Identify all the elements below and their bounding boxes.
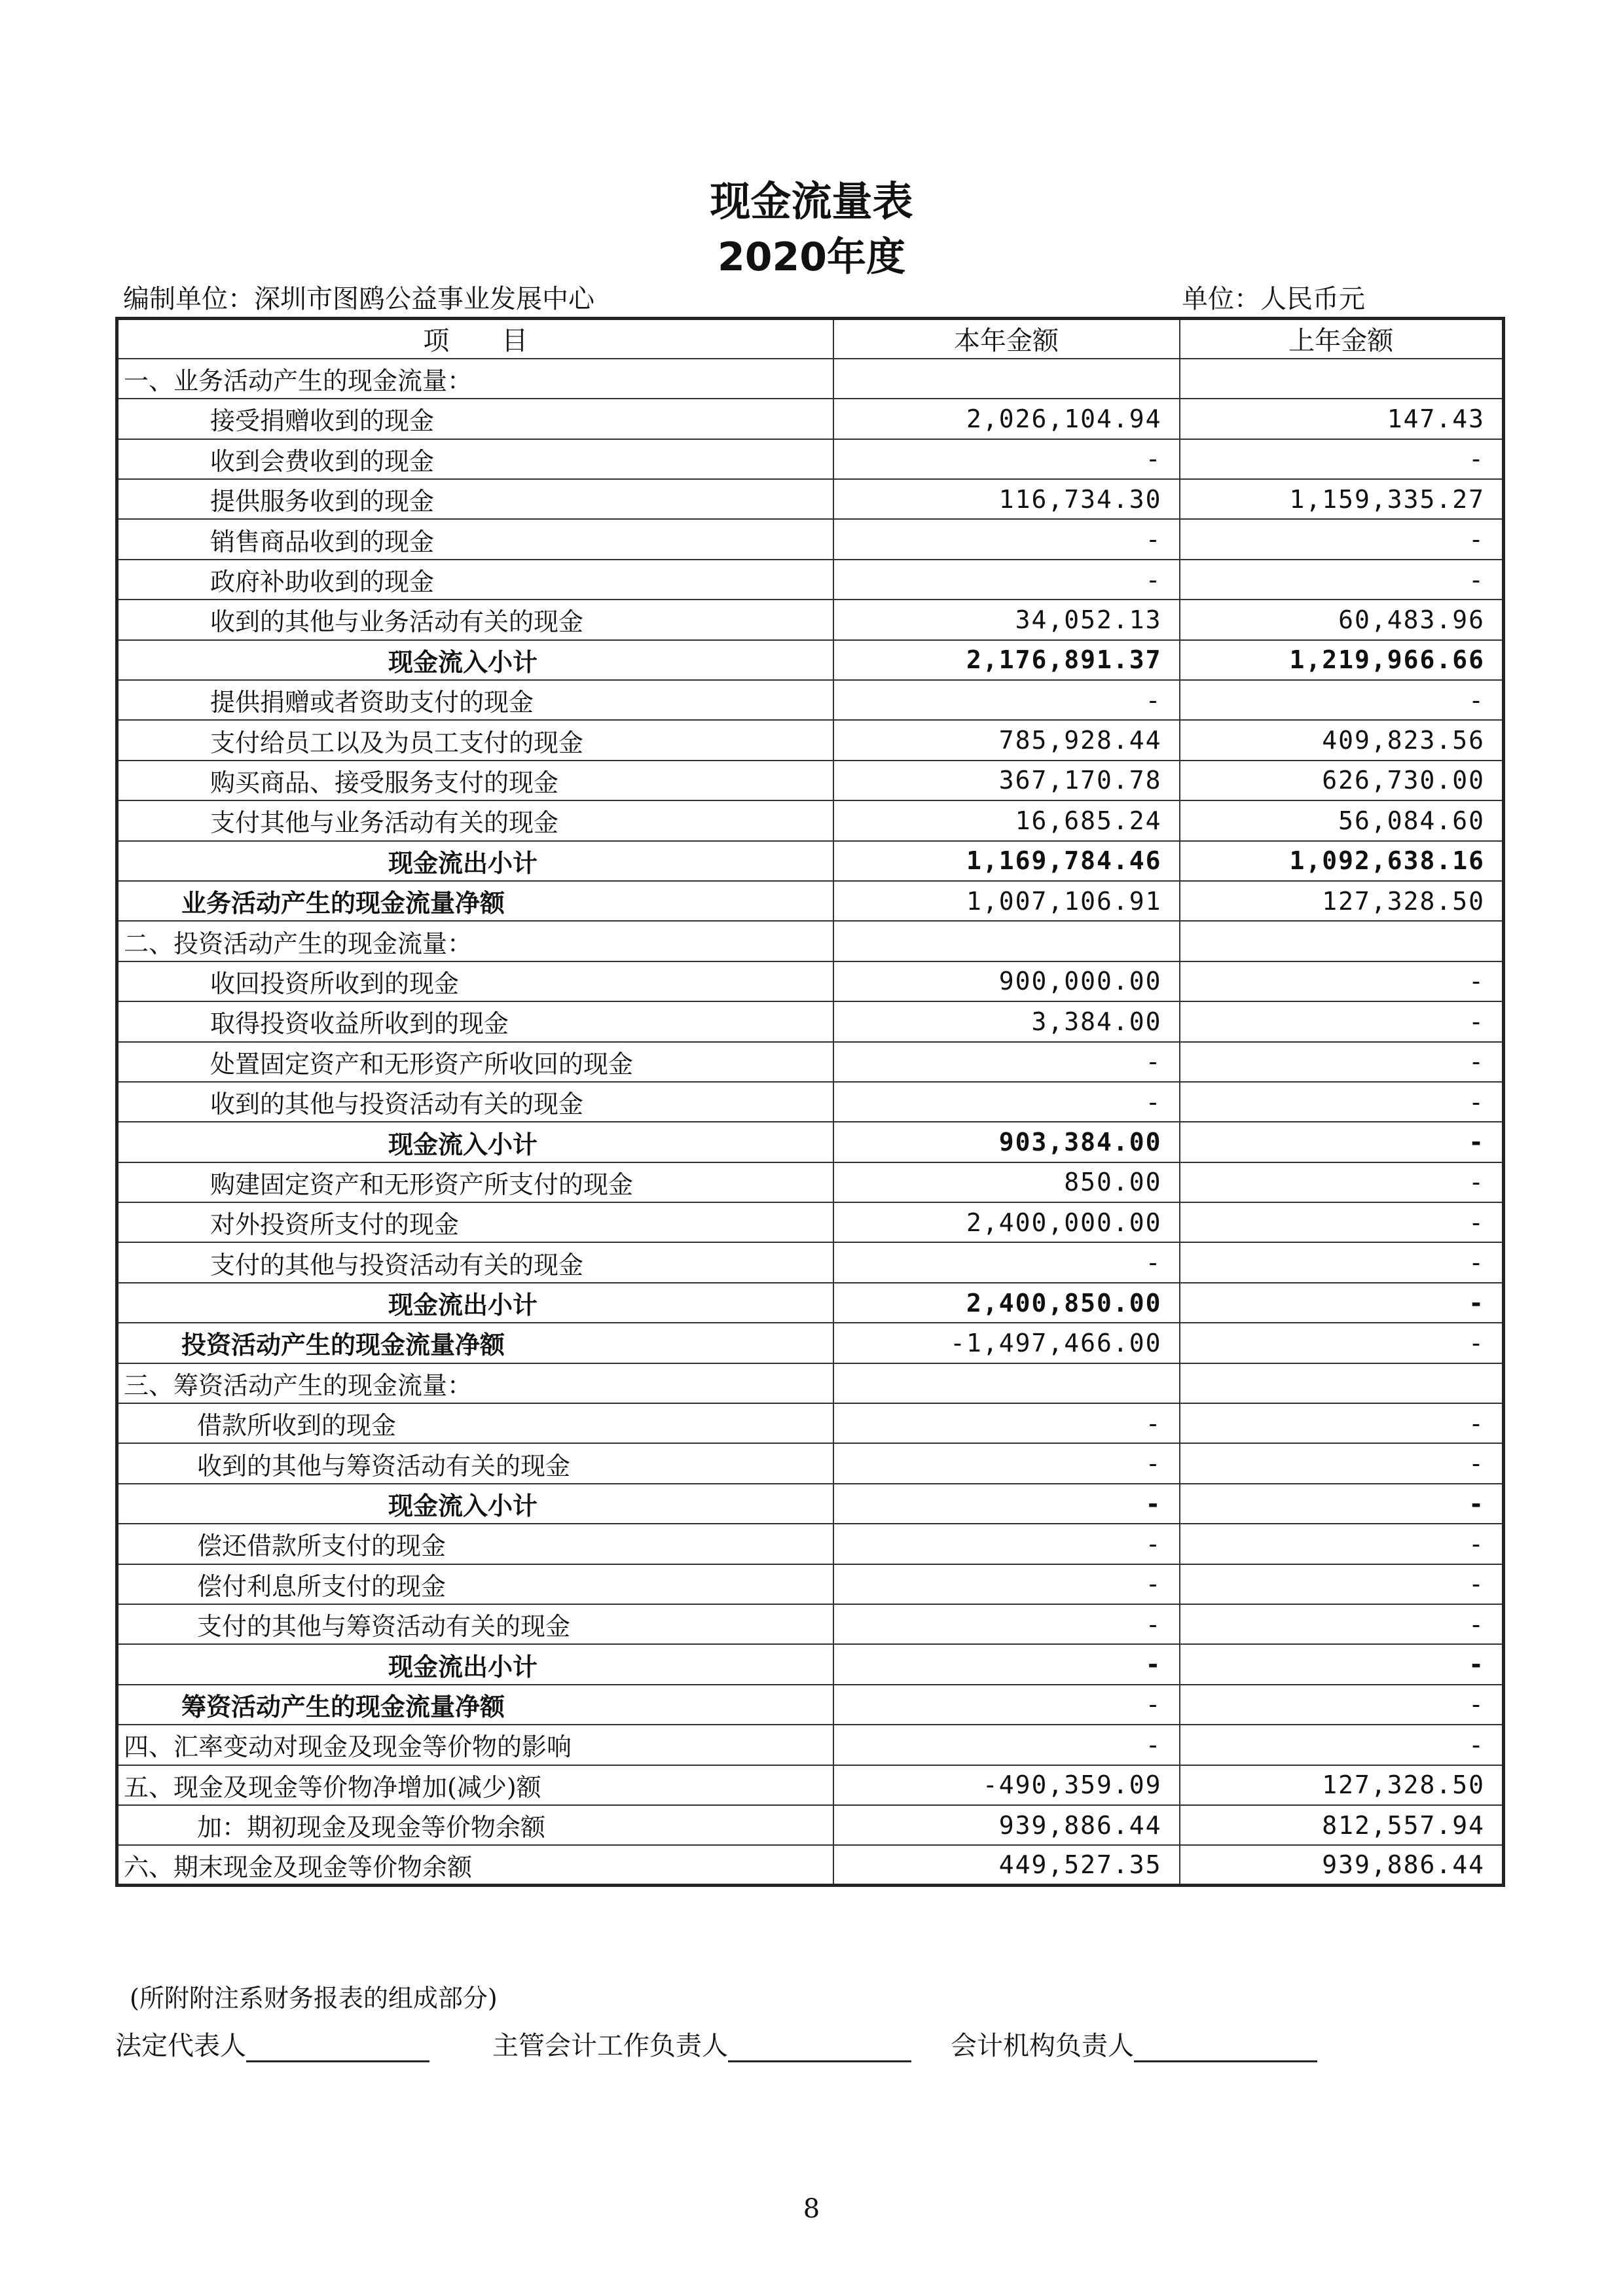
row-label: 收到的其他与业务活动有关的现金 xyxy=(117,600,833,639)
legal-rep-signature xyxy=(115,2025,429,2062)
table-row xyxy=(117,1725,1504,1765)
accounting-org-head-label: 会计机构负责人 xyxy=(951,2031,1134,2061)
current-year-amount: 2,026,104.94 xyxy=(833,399,1180,439)
prior-year-amount: - xyxy=(1180,1082,1504,1122)
current-year-amount: 2,176,891.37 xyxy=(833,640,1180,680)
prior-year-amount: - xyxy=(1180,439,1504,479)
table-row xyxy=(117,800,1504,840)
table-row xyxy=(117,881,1504,921)
current-year-amount: - xyxy=(833,1242,1180,1282)
row-label: 处置固定资产和无形资产所收回的现金 xyxy=(117,1042,833,1082)
row-label: 五、现金及现金等价物净增加(减少)额 xyxy=(117,1765,833,1805)
table-row xyxy=(117,1323,1504,1363)
prior-year-amount: - xyxy=(1180,1323,1504,1363)
legal-rep-label: 法定代表人 xyxy=(115,2031,246,2061)
prior-year-amount: 1,219,966.66 xyxy=(1180,640,1504,680)
prior-year-amount xyxy=(1180,359,1504,399)
row-label: 购建固定资产和无形资产所支付的现金 xyxy=(117,1162,833,1202)
row-label: 收回投资所收到的现金 xyxy=(117,961,833,1001)
row-label: 购买商品、接受服务支付的现金 xyxy=(117,761,833,800)
current-year-amount: - xyxy=(833,1604,1180,1644)
current-year-amount: -490,359.09 xyxy=(833,1765,1180,1805)
current-year-amount: 2,400,000.00 xyxy=(833,1202,1180,1242)
row-label: 加：期初现金及现金等价物余额 xyxy=(117,1805,833,1845)
table-row xyxy=(117,1403,1504,1443)
current-year-amount: 2,400,850.00 xyxy=(833,1283,1180,1323)
row-label: 偿还借款所支付的现金 xyxy=(117,1524,833,1564)
statement-title: 现金流量表 xyxy=(710,177,913,225)
current-year-amount: 367,170.78 xyxy=(833,761,1180,800)
row-label: 二、投资活动产生的现金流量： xyxy=(117,921,833,961)
prior-year-amount: - xyxy=(1180,560,1504,600)
current-year-amount: 850.00 xyxy=(833,1162,1180,1202)
row-label: 对外投资所支付的现金 xyxy=(117,1202,833,1242)
prior-year-amount: 56,084.60 xyxy=(1180,800,1504,840)
current-year-amount: 1,007,106.91 xyxy=(833,881,1180,921)
prior-year-amount: 1,092,638.16 xyxy=(1180,841,1504,881)
row-label: 提供服务收到的现金 xyxy=(117,479,833,519)
table-row xyxy=(117,1242,1504,1282)
current-year-amount: 939,886.44 xyxy=(833,1805,1180,1845)
accounting-head-signature xyxy=(492,2025,911,2062)
page-number: 8 xyxy=(803,2194,820,2224)
table-row xyxy=(117,399,1504,439)
row-label: 筹资活动产生的现金流量净额 xyxy=(117,1685,833,1725)
currency-unit: 单位：人民币元 xyxy=(1182,284,1365,314)
row-label: 四、汇率变动对现金及现金等价物的影响 xyxy=(117,1725,833,1765)
table-row xyxy=(117,680,1504,720)
prior-year-amount: - xyxy=(1180,1042,1504,1082)
prior-year-amount: - xyxy=(1180,961,1504,1001)
table-row xyxy=(117,720,1504,760)
table-row xyxy=(117,1484,1504,1524)
table-row xyxy=(117,1202,1504,1242)
current-year-amount: - xyxy=(833,1403,1180,1443)
current-year-amount: -1,497,466.00 xyxy=(833,1323,1180,1363)
current-year-amount: 3,384.00 xyxy=(833,1001,1180,1041)
row-label: 一、业务活动产生的现金流量： xyxy=(117,359,833,399)
row-label: 收到的其他与筹资活动有关的现金 xyxy=(117,1443,833,1483)
row-label: 提供捐赠或者资助支付的现金 xyxy=(117,680,833,720)
row-label: 借款所收到的现金 xyxy=(117,1403,833,1443)
table-row xyxy=(117,1765,1504,1805)
prior-year-amount: - xyxy=(1180,1725,1504,1765)
prior-year-amount: - xyxy=(1180,1484,1504,1524)
table-row xyxy=(117,1122,1504,1162)
current-year-amount: - xyxy=(833,1484,1180,1524)
table-row xyxy=(117,1443,1504,1483)
prepared-by: 编制单位：深圳市图鸥公益事业发展中心 xyxy=(123,284,594,314)
current-year-amount xyxy=(833,921,1180,961)
current-year-amount: - xyxy=(833,560,1180,600)
table-row xyxy=(117,761,1504,800)
row-label: 支付其他与业务活动有关的现金 xyxy=(117,800,833,840)
row-label: 支付给员工以及为员工支付的现金 xyxy=(117,720,833,760)
prior-year-amount: - xyxy=(1180,1122,1504,1162)
row-label: 现金流入小计 xyxy=(117,640,833,680)
table-row xyxy=(117,1042,1504,1082)
current-year-amount: - xyxy=(833,1564,1180,1604)
current-year-amount: - xyxy=(833,1042,1180,1082)
column-header-current: 本年金额 xyxy=(833,319,1180,359)
row-label: 六、期末现金及现金等价物余额 xyxy=(117,1845,833,1885)
row-label: 取得投资收益所收到的现金 xyxy=(117,1001,833,1041)
accounting-head-label: 主管会计工作负责人 xyxy=(492,2031,728,2061)
table-row xyxy=(117,479,1504,519)
row-label: 现金流出小计 xyxy=(117,1644,833,1684)
current-year-amount: - xyxy=(833,1524,1180,1564)
current-year-amount: - xyxy=(833,1082,1180,1122)
legal-rep-blank xyxy=(246,2037,429,2062)
table-row xyxy=(117,1162,1504,1202)
row-label: 政府补助收到的现金 xyxy=(117,560,833,600)
prior-year-amount: - xyxy=(1180,1685,1504,1725)
row-label: 现金流入小计 xyxy=(117,1484,833,1524)
row-label: 支付的其他与投资活动有关的现金 xyxy=(117,1242,833,1282)
table-row xyxy=(117,1283,1504,1323)
prior-year-amount: 626,730.00 xyxy=(1180,761,1504,800)
table-row xyxy=(117,640,1504,680)
current-year-amount: - xyxy=(833,1725,1180,1765)
column-header-prior: 上年金额 xyxy=(1180,319,1504,359)
table-row xyxy=(117,1564,1504,1604)
table-row xyxy=(117,1685,1504,1725)
current-year-amount: 900,000.00 xyxy=(833,961,1180,1001)
prior-year-amount: 147.43 xyxy=(1180,399,1504,439)
column-header-item: 项 目 xyxy=(117,319,833,359)
table-row xyxy=(117,1644,1504,1684)
table-row xyxy=(117,1845,1504,1885)
current-year-amount: - xyxy=(833,1685,1180,1725)
prior-year-amount: 127,328.50 xyxy=(1180,881,1504,921)
prior-year-amount: - xyxy=(1180,1283,1504,1323)
prior-year-amount: 1,159,335.27 xyxy=(1180,479,1504,519)
prior-year-amount xyxy=(1180,921,1504,961)
prior-year-amount: - xyxy=(1180,1202,1504,1242)
row-label: 投资活动产生的现金流量净额 xyxy=(117,1323,833,1363)
prior-year-amount: - xyxy=(1180,1564,1504,1604)
current-year-amount: 116,734.30 xyxy=(833,479,1180,519)
table-row xyxy=(117,519,1504,559)
prior-year-amount: - xyxy=(1180,1524,1504,1564)
prior-year-amount: 127,328.50 xyxy=(1180,1765,1504,1805)
accounting-org-head-blank xyxy=(1134,2037,1317,2062)
row-label: 支付的其他与筹资活动有关的现金 xyxy=(117,1604,833,1644)
table-row xyxy=(117,1604,1504,1644)
prior-year-amount: - xyxy=(1180,519,1504,559)
table-row xyxy=(117,600,1504,639)
current-year-amount: 903,384.00 xyxy=(833,1122,1180,1162)
cash-flow-table xyxy=(115,317,1505,1887)
row-label: 现金流入小计 xyxy=(117,1122,833,1162)
table-row xyxy=(117,921,1504,961)
row-label: 现金流出小计 xyxy=(117,841,833,881)
current-year-amount xyxy=(833,1363,1180,1403)
row-label: 现金流出小计 xyxy=(117,1283,833,1323)
prior-year-amount: - xyxy=(1180,1443,1504,1483)
prior-year-amount: - xyxy=(1180,680,1504,720)
accounting-head-blank xyxy=(728,2037,911,2062)
row-label: 偿付利息所支付的现金 xyxy=(117,1564,833,1604)
prior-year-amount: - xyxy=(1180,1644,1504,1684)
prior-year-amount: 812,557.94 xyxy=(1180,1805,1504,1845)
prior-year-amount: 939,886.44 xyxy=(1180,1845,1504,1885)
prior-year-amount: - xyxy=(1180,1001,1504,1041)
accounting-org-head-signature xyxy=(951,2025,1317,2062)
prior-year-amount: - xyxy=(1180,1604,1504,1644)
current-year-amount xyxy=(833,359,1180,399)
row-label: 收到的其他与投资活动有关的现金 xyxy=(117,1082,833,1122)
current-year-amount: - xyxy=(833,519,1180,559)
table-row xyxy=(117,560,1504,600)
table-row xyxy=(117,841,1504,881)
prior-year-amount: 60,483.96 xyxy=(1180,600,1504,639)
current-year-amount: - xyxy=(833,1644,1180,1684)
prior-year-amount: - xyxy=(1180,1162,1504,1202)
current-year-amount: 1,169,784.46 xyxy=(833,841,1180,881)
table-row xyxy=(117,359,1504,399)
prior-year-amount xyxy=(1180,1363,1504,1403)
current-year-amount: 34,052.13 xyxy=(833,600,1180,639)
current-year-amount: 16,685.24 xyxy=(833,800,1180,840)
current-year-amount: - xyxy=(833,439,1180,479)
current-year-amount: 449,527.35 xyxy=(833,1845,1180,1885)
table-header-row xyxy=(117,319,1504,359)
current-year-amount: - xyxy=(833,680,1180,720)
prior-year-amount: 409,823.56 xyxy=(1180,720,1504,760)
prior-year-amount: - xyxy=(1180,1242,1504,1282)
table-row xyxy=(117,1363,1504,1403)
table-row xyxy=(117,1001,1504,1041)
prior-year-amount: - xyxy=(1180,1403,1504,1443)
current-year-amount: - xyxy=(833,1443,1180,1483)
row-label: 收到会费收到的现金 xyxy=(117,439,833,479)
row-label: 销售商品收到的现金 xyxy=(117,519,833,559)
current-year-amount: 785,928.44 xyxy=(833,720,1180,760)
table-row xyxy=(117,961,1504,1001)
table-row xyxy=(117,1082,1504,1122)
row-label: 三、筹资活动产生的现金流量： xyxy=(117,1363,833,1403)
statement-period: 2020年度 xyxy=(718,234,905,280)
row-label: 接受捐赠收到的现金 xyxy=(117,399,833,439)
table-row xyxy=(117,1524,1504,1564)
table-row xyxy=(117,439,1504,479)
footnote: (所附附注系财务报表的组成部分) xyxy=(130,1984,498,2013)
row-label: 业务活动产生的现金流量净额 xyxy=(117,881,833,921)
table-row xyxy=(117,1805,1504,1845)
